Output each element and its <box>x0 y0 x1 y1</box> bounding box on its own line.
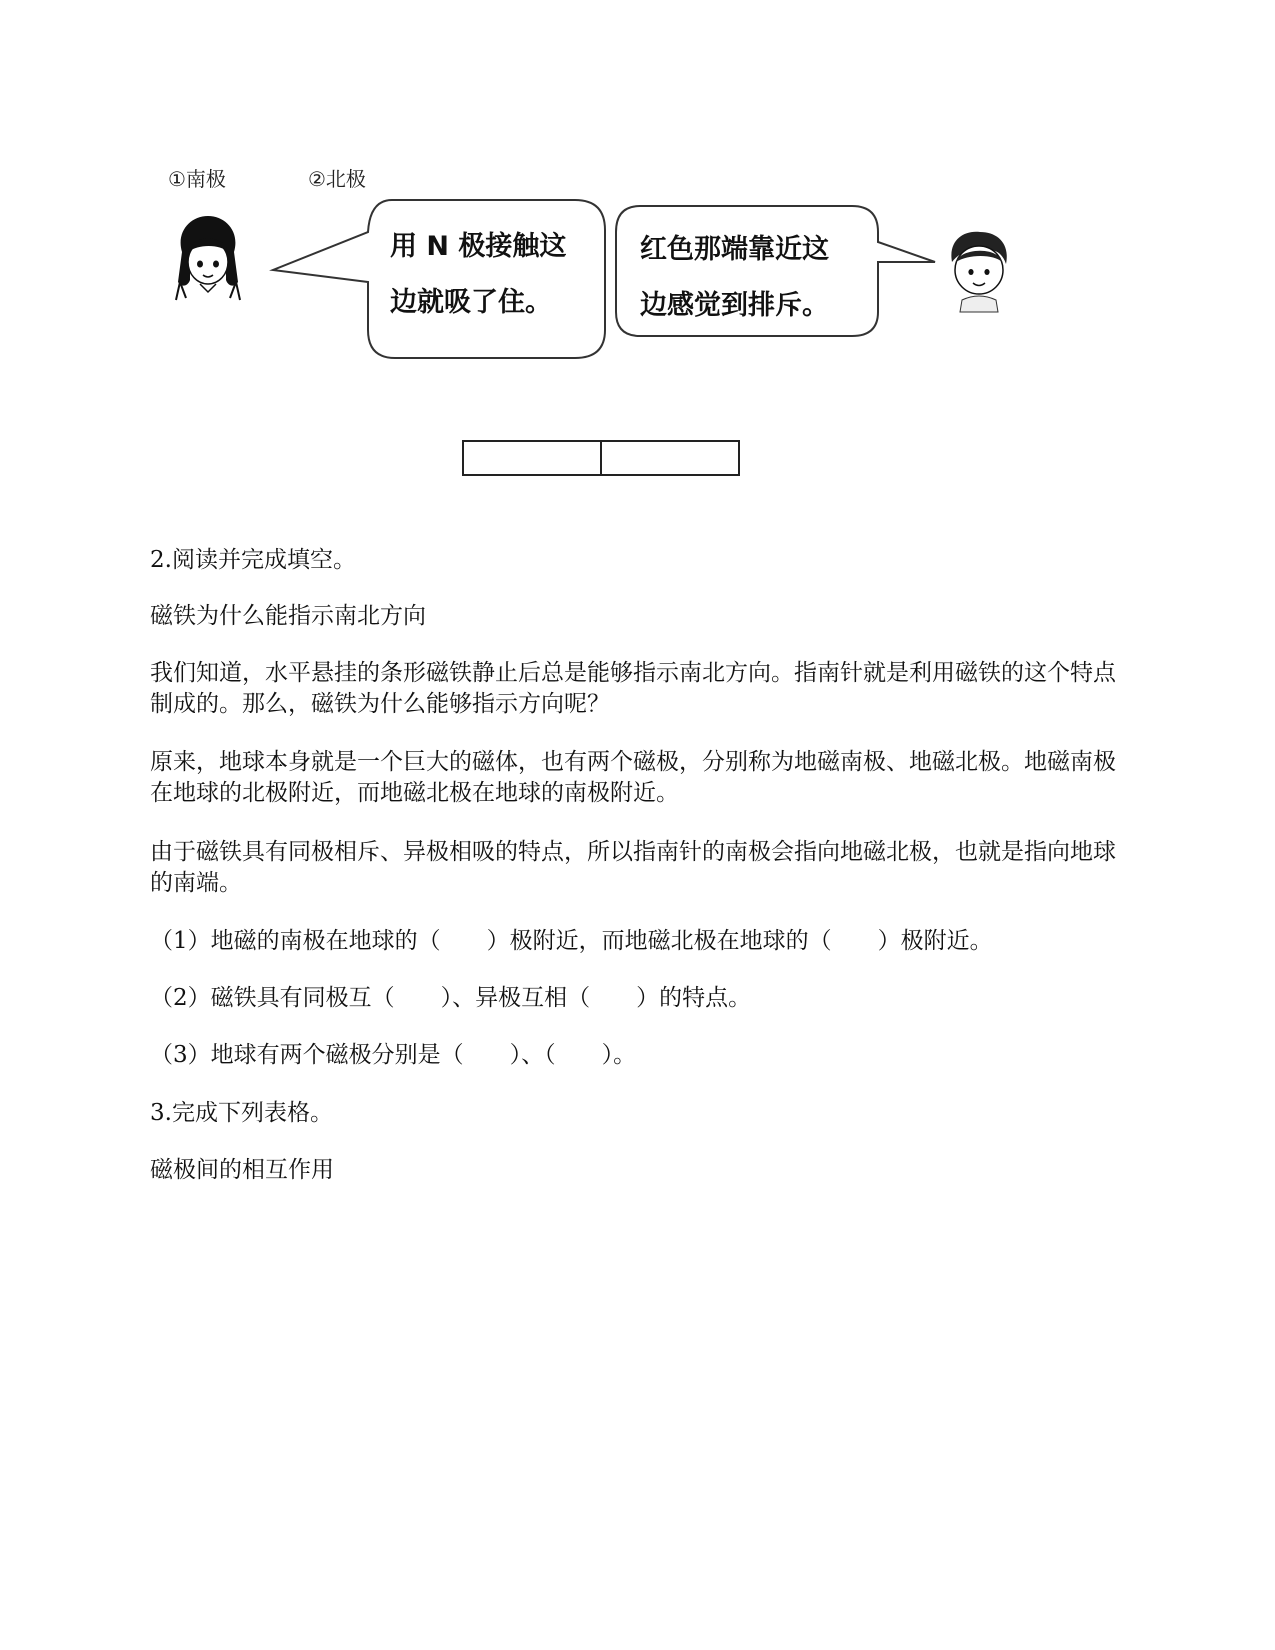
girl-speech-line-2: 边就吸了住。 <box>390 287 552 318</box>
q3-heading: 3.完成下列表格。 <box>150 1100 333 1126</box>
article-paragraph-1: 我们知道，水平悬挂的条形磁铁静止后总是能够指示南北方向。指南针就是利用磁铁的这个特点制成的。那么，磁铁为什么能够指示方向呢？ <box>150 660 1116 717</box>
article-title: 磁铁为什么能指示南北方向 <box>150 603 426 629</box>
blank-question-2: （2）磁铁具有同极互（ ）、异极互相（ ）的特点。 <box>150 985 752 1011</box>
q3-subtitle: 磁极间的相互作用 <box>150 1157 334 1183</box>
option-south-pole: ①南极 <box>168 167 226 191</box>
bar-magnet-right-half <box>600 442 738 474</box>
girl-speech-line-1: 用 N 极接触这 <box>390 231 567 262</box>
boy-icon <box>944 228 1014 314</box>
blank-question-1: （1）地磁的南极在地球的（ ）极附近，而地磁北极在地球的（ ）极附近。 <box>150 928 993 954</box>
boy-speech-line-1: 红色那端靠近这 <box>640 234 829 265</box>
girl-speech-text <box>390 219 566 331</box>
speech-bubbles <box>0 0 1275 380</box>
boy-speech-text <box>640 222 829 334</box>
option-north-pole: ②北极 <box>308 167 366 191</box>
bar-magnet <box>462 440 740 476</box>
bar-magnet-left-half <box>464 442 600 474</box>
q2-heading: 2.阅读并完成填空。 <box>150 547 356 573</box>
article-paragraph-2: 原来，地球本身就是一个巨大的磁体，也有两个磁极，分别称为地磁南极、地磁北极。地磁南极在地球的北极附近，而地磁北极在地球的南极附近。 <box>150 749 1116 806</box>
boy-speech-line-2: 边感觉到排斥。 <box>640 290 829 321</box>
blank-question-3: （3）地球有两个磁极分别是（ ）、（ ）。 <box>150 1042 637 1068</box>
article-paragraph-3: 由于磁铁具有同极相斥、异极相吸的特点，所以指南针的南极会指向地磁北极，也就是指向地球的南端。 <box>150 839 1116 896</box>
